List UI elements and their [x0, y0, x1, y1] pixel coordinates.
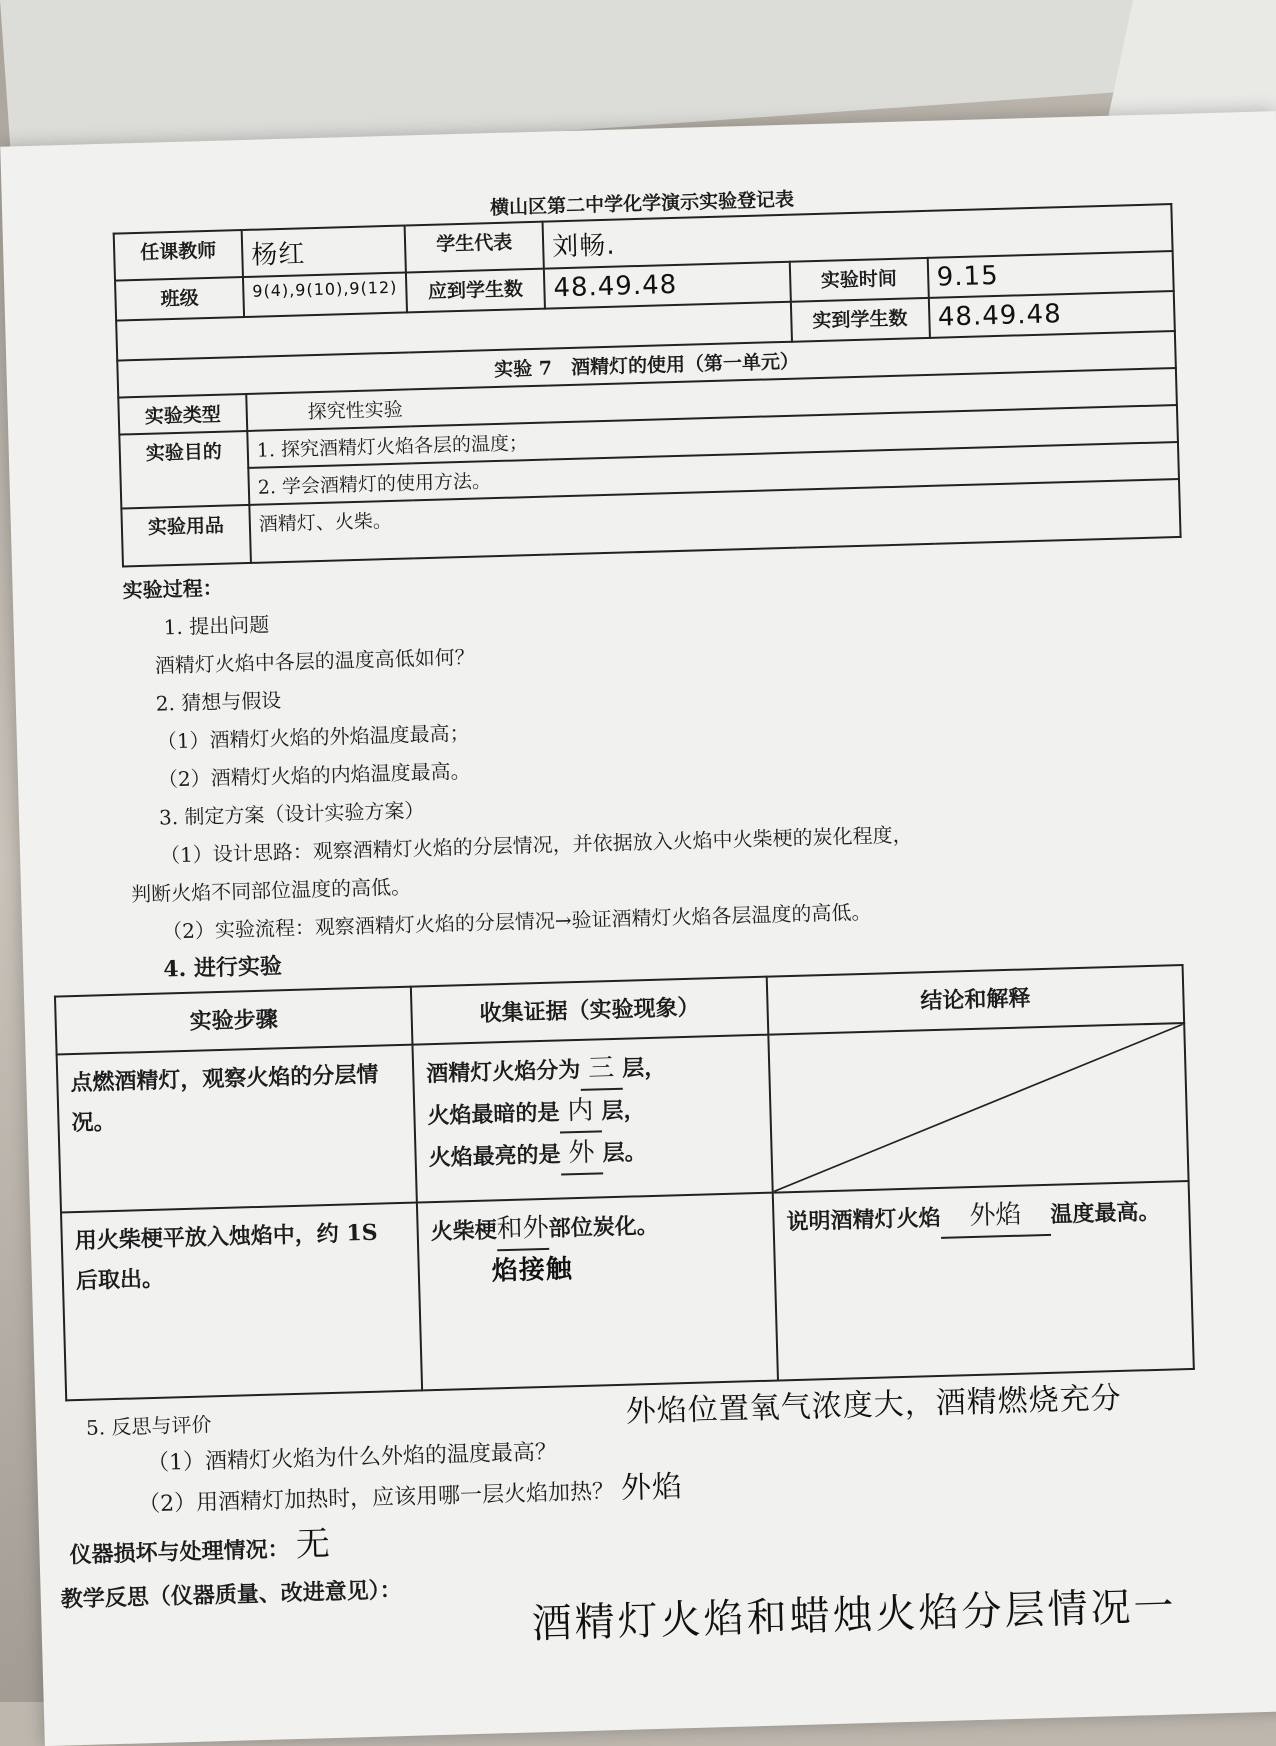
col-conclusion: 结论和解释 — [767, 965, 1184, 1035]
row1-ev-a-end: 层， — [621, 1054, 667, 1082]
reflection-answer-1: 外焰位置氧气浓度大，酒精燃烧充分 — [625, 1380, 1123, 1430]
row2-con-end: 温度最高。 — [1050, 1198, 1161, 1228]
diagonal-line — [769, 1024, 1187, 1191]
col-evidence: 收集证据（实验现象） — [411, 977, 768, 1045]
row1-evidence — [412, 1035, 772, 1203]
expected-value: 48.49.48 — [544, 262, 790, 309]
purpose-item-1: 1. 探究酒精灯火焰各层的温度； — [247, 405, 1178, 468]
teaching-label: 教学反思（仪器质量、改进意见）： — [60, 1577, 403, 1613]
experiment-title: 实验 7 酒精灯的使用（第一单元） — [117, 331, 1176, 398]
teacher-value: 杨红 — [242, 225, 406, 277]
expected-label: 应到学生数 — [406, 269, 545, 313]
question-heading: 1. 提出问题 — [163, 612, 270, 640]
hypothesis-1: （1）酒精灯火焰的外焰温度最高； — [156, 720, 470, 754]
plan-1b: 判断火焰不同部位温度的高低。 — [130, 874, 412, 907]
row1-ev-c: 火焰最亮的是 — [428, 1141, 561, 1172]
actual-label: 实到学生数 — [790, 298, 929, 342]
supplies-value: 酒精灯、火柴。 — [249, 479, 1180, 563]
form-title: 横山区第二中学化学演示实验登记表 — [489, 188, 795, 220]
info-table — [113, 203, 1182, 567]
student-rep-value: 刘畅. — [543, 204, 1173, 269]
hypothesis-heading: 2. 猜想与假设 — [155, 688, 282, 716]
question-text: 酒精灯火焰中各层的温度高低如何？ — [154, 644, 475, 678]
row2-ev-end: 部位炭化。 — [548, 1212, 660, 1242]
fill-charred-part: 和外 — [496, 1208, 549, 1251]
col-steps: 实验步骤 — [55, 987, 412, 1055]
class-value: 9(4),9(10),9(12) — [243, 272, 407, 317]
reflection-section — [60, 1378, 1212, 1656]
worksheet-content — [60, 174, 1212, 1654]
reflection-heading: 5. 反思与评价 — [85, 1412, 212, 1440]
fill-darkest: 内 — [559, 1090, 602, 1133]
hypothesis-2: （2）酒精灯火焰的内焰温度最高。 — [157, 758, 471, 792]
student-rep-label: 学生代表 — [405, 222, 544, 273]
row2-con-a: 说明酒精灯火焰 — [786, 1204, 941, 1236]
row1-ev-c-end: 层。 — [602, 1139, 647, 1167]
reflection-answer-2: 外焰 — [620, 1469, 684, 1506]
do-heading: 4. 进行实验 — [162, 953, 283, 983]
fill-hottest-layer: 外焰 — [940, 1194, 1051, 1239]
row2-ev-a: 火柴梗 — [430, 1217, 498, 1246]
time-label: 实验时间 — [789, 258, 928, 302]
damage-value: 无 — [295, 1524, 332, 1566]
row1-ev-a: 酒精灯火焰分为 — [425, 1056, 581, 1088]
worksheet-page — [0, 111, 1276, 1746]
damage-label: 仪器损坏与处理情况： — [69, 1536, 290, 1569]
reflection-q2: （2）用酒精灯加热时，应该用哪一层火焰加热？ — [137, 1479, 615, 1518]
class-label: 班级 — [115, 277, 244, 321]
row2-ev-handwriting: 焰接触 — [491, 1254, 574, 1287]
reflection-q1: （1）酒精灯火焰为什么外焰的温度最高？ — [146, 1439, 558, 1477]
experiment-table — [54, 964, 1195, 1401]
purpose-label: 实验目的 — [119, 431, 249, 509]
plan-1a: （1）设计思路：观察酒精灯火焰的分层情况，并依据放入火焰中火柴梗的炭化程度， — [159, 822, 913, 868]
time-value: 9.15 — [927, 251, 1173, 298]
plan-2: （2）实验流程：观察酒精灯火焰的分层情况→验证酒精灯火焰各层温度的高低。 — [161, 899, 872, 944]
row2-step: 用火柴梗平放入烛焰中，约 1S 后取出。 — [61, 1203, 422, 1401]
process-section — [122, 542, 1193, 989]
teaching-value: 酒精灯火焰和蜡烛火焰分层情况一 — [531, 1583, 1178, 1648]
row1-ev-b: 火焰最暗的是 — [427, 1099, 560, 1130]
supplies-label: 实验用品 — [121, 505, 251, 567]
actual-value: 48.49.48 — [928, 291, 1174, 338]
fill-layers: 三 — [580, 1048, 623, 1091]
row1-step: 点燃酒精灯，观察火焰的分层情况。 — [57, 1045, 417, 1213]
process-heading: 实验过程： — [122, 575, 223, 603]
type-value: 探究性实验 — [246, 368, 1177, 431]
row1-ev-b-end: 层， — [601, 1097, 646, 1125]
type-label: 实验类型 — [118, 394, 247, 435]
row2-conclusion — [773, 1181, 1194, 1381]
row2-evidence — [417, 1193, 778, 1391]
row1-conclusion-crossed — [768, 1023, 1188, 1193]
teacher-label: 任课教师 — [114, 230, 243, 281]
purpose-item-2: 2. 学会酒精灯的使用方法。 — [248, 442, 1179, 505]
plan-heading: 3. 制定方案（设计实验方案） — [158, 798, 425, 830]
fill-brightest: 外 — [560, 1132, 603, 1175]
